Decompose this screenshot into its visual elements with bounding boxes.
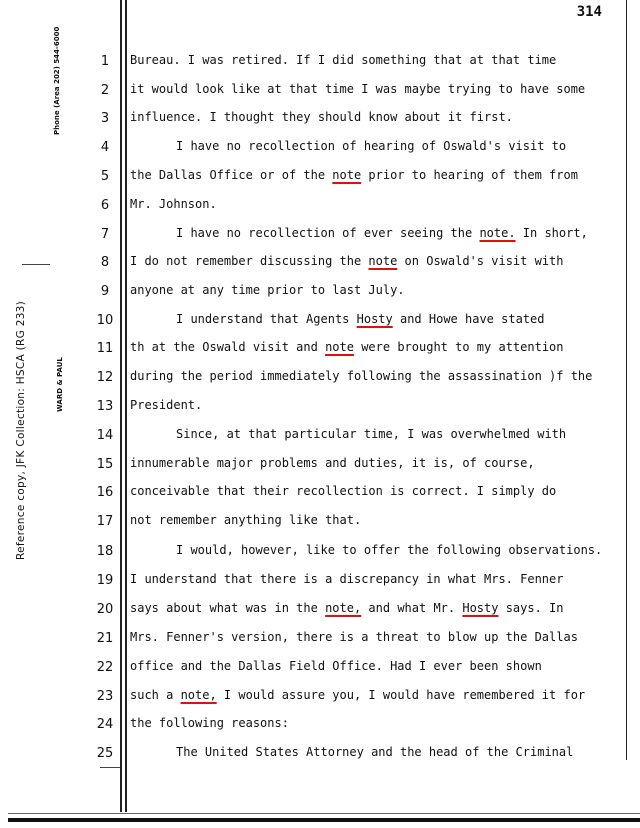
line-segment: I do not remember discussing the [130,254,369,268]
transcript-line [176,139,566,153]
transcript-line [130,513,361,527]
line-number: 4 [100,140,110,155]
underlined-term: note, [325,601,362,615]
underlined-term: note [325,340,354,354]
reference-stamp: Reference copy, JFK Collection: HSCA (RG 233) [15,300,27,560]
transcript-line [176,543,602,557]
underlined-term: Hosty [356,312,393,326]
transcript-line [130,369,592,383]
line-25-underline [100,767,120,768]
underlined-term: note. [479,226,516,240]
line-number: 5 [100,169,110,184]
line-number: 3 [100,111,110,126]
line-segment: Since, at that particular time, I was overwhelmed with [176,427,567,441]
transcript-line [130,601,564,615]
transcript-line [130,110,513,124]
margin-rule-left-inner [125,0,127,812]
line-number: 2 [100,83,110,98]
line-number: 11 [96,341,114,356]
transcript-line [130,572,563,586]
line-segment: I have no recollection of hearing of Oswald's visit to [176,139,567,153]
line-segment: and what Mr. [361,601,463,615]
line-segment: I understand that Agents [176,312,357,326]
transcript-line [130,659,542,673]
transcript-line [130,283,405,297]
line-segment: office and the Dallas Field Office. Had I ever been shown [130,659,542,673]
transcript-line [130,716,289,730]
bottom-rule [8,818,640,822]
line-number: 25 [96,746,114,761]
line-segment: I have no recollection of ever seeing the [176,226,480,240]
line-segment: during the period immediately following the assassination )f the [130,369,593,383]
line-number: 12 [96,370,114,385]
line-segment: President. [130,398,203,412]
margin-rule-right [626,0,627,760]
line-number: 23 [96,689,114,704]
line-segment: on Oswald's visit with [397,254,564,268]
transcript-line [130,168,578,182]
line-segment: and Howe have stated [392,312,545,326]
line-segment: I would, however, like to offer the following observations. [176,543,603,557]
page-number: 314 [576,4,602,20]
line-number: 17 [96,514,114,529]
line-number: 24 [96,717,114,732]
line-number: 20 [96,602,114,617]
line-number: 15 [96,457,114,472]
transcript-line [130,254,564,268]
transcript-line [130,197,217,211]
line-segment: says about what was in the [130,601,326,615]
line-segment: Mrs. Fenner's version, there is a threat to blow up the Dallas [130,630,578,644]
line-segment: anyone at any time prior to last July. [130,283,405,297]
left-edge-dash [22,264,50,265]
line-segment: such a [130,688,181,702]
line-segment: th at the Oswald visit and [130,340,326,354]
line-segment: innumerable major problems and duties, it is, of course, [130,456,535,470]
underlined-term: note, [180,688,217,702]
line-number: 9 [100,284,110,299]
underlined-term: note [368,254,398,268]
transcript-line [130,688,585,702]
line-segment: not remember anything like that. [130,513,362,527]
line-segment: The United States Attorney and the head of the Criminal [176,745,574,759]
transcript-line [130,82,585,96]
line-number: 18 [96,544,114,559]
line-number: 21 [96,631,114,646]
line-segment: it would look like at that time I was maybe trying to have some [130,82,586,96]
line-segment: Bureau. I was retired. If I did something that at that time [130,53,557,67]
line-segment: were brought to my attention [353,340,564,354]
line-number: 10 [96,313,114,328]
line-segment: the following reasons: [130,716,289,730]
line-segment: Mr. Johnson. [130,197,217,211]
transcript-line [130,340,564,354]
phone-stamp: Phone (Area 202) 544-6000 [53,26,61,135]
transcript-line [176,226,588,240]
line-segment: influence. I thought they should know about it first. [130,110,513,124]
line-segment: I understand that there is a discrepancy in what Mrs. Fenner [130,572,564,586]
transcript-line [176,427,566,441]
line-number: 6 [100,198,110,213]
transcript-line [130,398,202,412]
transcript-line [130,484,556,498]
underlined-term: note [332,168,362,182]
line-number: 19 [96,573,114,588]
line-number: 16 [96,485,114,500]
line-segment: I would assure you, I would have remembered it for [216,688,586,702]
line-number: 14 [96,428,114,443]
transcript-line [130,630,578,644]
line-number: 1 [100,54,110,69]
line-segment: the Dallas Office or of the [130,168,333,182]
line-number: 7 [100,227,110,242]
line-segment: conceivable that their recollection is correct. I simply do [130,484,557,498]
transcript-line [130,456,535,470]
line-segment: prior to hearing of them from [361,168,578,182]
line-segment: says. In [498,601,564,615]
transcript-line [176,312,544,326]
reporter-stamp: WARD & PAUL [56,357,64,412]
transcript-line [176,745,573,759]
line-number: 8 [100,255,110,270]
line-number: 13 [96,399,114,414]
bottom-rule-faint [8,813,640,814]
underlined-term: Hosty [462,601,499,615]
line-segment: In short, [515,226,588,240]
transcript-line [130,53,556,67]
line-number: 22 [96,660,114,675]
